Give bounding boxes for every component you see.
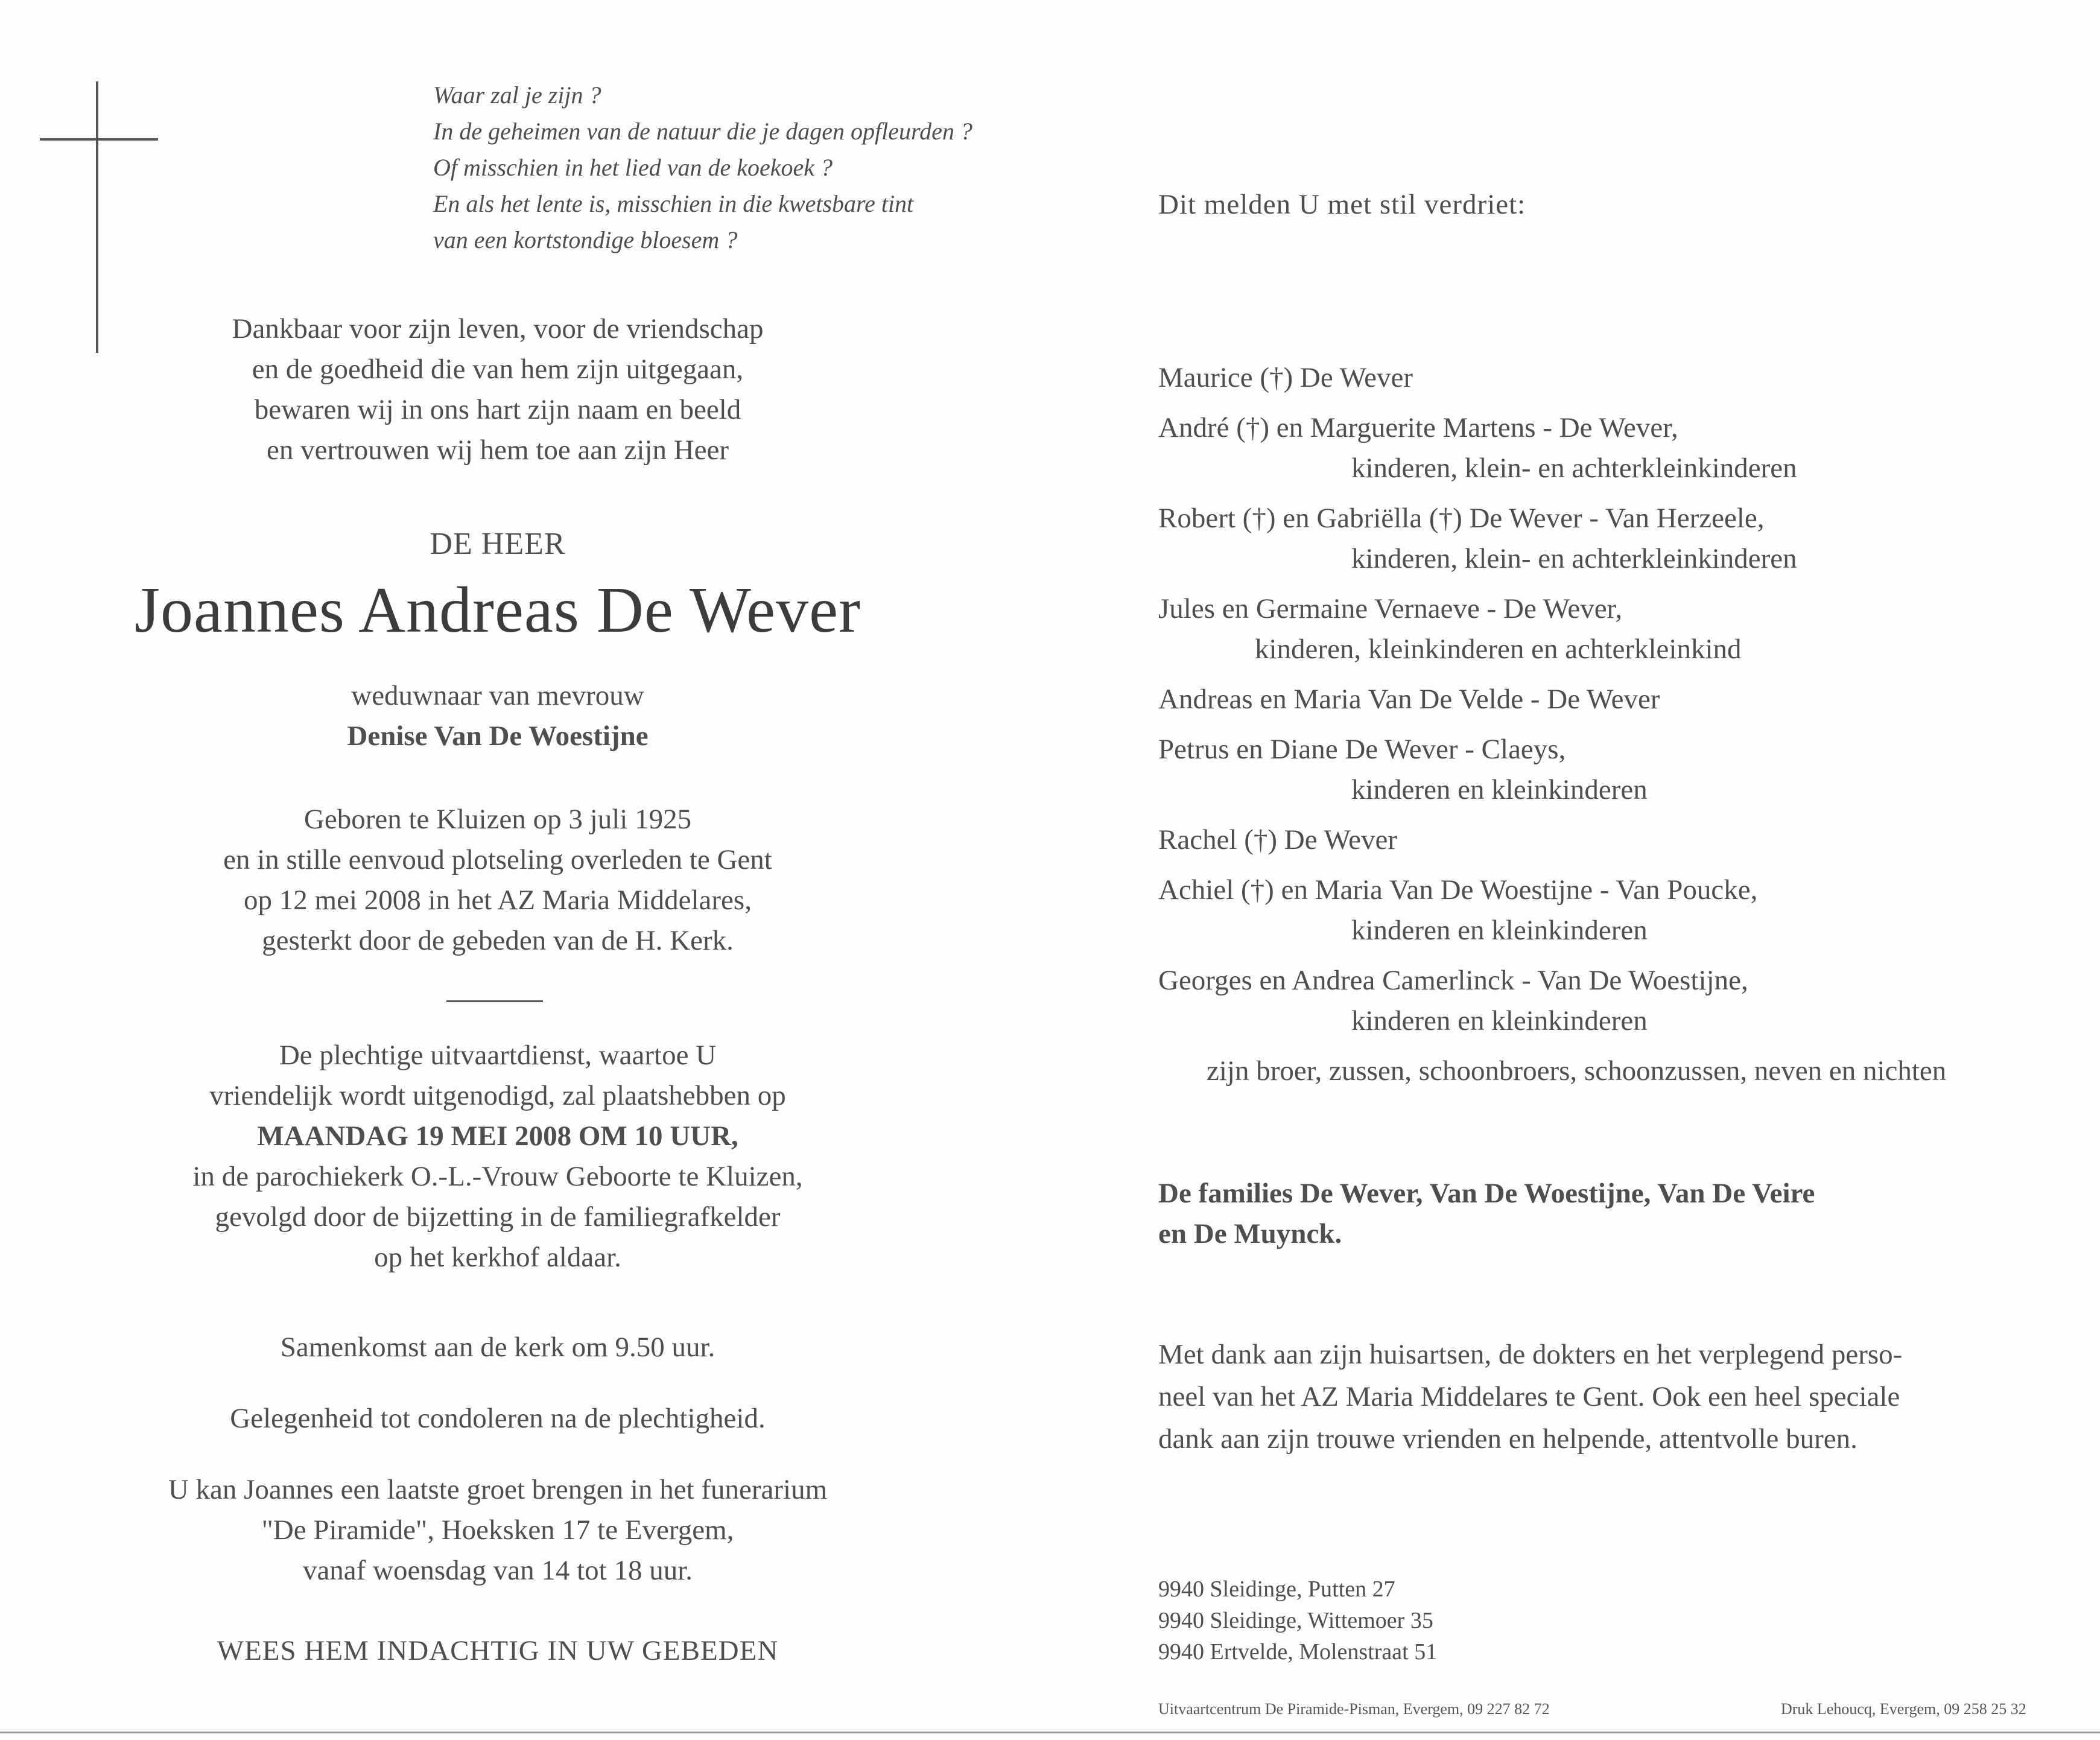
family-entry	[1158, 358, 2051, 398]
deceased-name: Joannes Andreas De Wever	[135, 574, 861, 646]
family-entry-sub: kinderen, klein- en achterkleinkinderen	[1351, 543, 1797, 574]
family-entry-sub: kinderen en kleinkinderen	[1351, 1005, 1648, 1037]
page-edge-line	[0, 1732, 2100, 1733]
funerarium-info	[60, 1470, 935, 1591]
poem-line: Waar zal je zijn ?	[433, 81, 601, 109]
family-entry	[1158, 498, 2051, 579]
family-entry-sub: kinderen en kleinkinderen	[1351, 774, 1648, 805]
birth-death-line: en in stille eenvoud plotseling overleden te Gent	[223, 844, 772, 875]
family-entry-main: Georges en Andrea Camerlinck - Van De Woestijne,	[1158, 965, 1748, 996]
families-line: De families De Wever, Van De Woestijne, Van De Veire	[1158, 1178, 1815, 1209]
address-line: 9940 Sleidinge, Wittemoer 35	[1158, 1608, 1433, 1633]
funerarium-line: vanaf woensdag van 14 tot 18 uur.	[302, 1555, 693, 1586]
gratitude-text	[60, 309, 935, 471]
poem-line: En als het lente is, misschien in die kwetsbare tint	[433, 190, 914, 217]
funerarium-line: U kan Joannes een laatste groet brengen in het funerarium	[168, 1474, 828, 1505]
gratitude-line: Dankbaar voor zijn leven, voor de vriendschap	[232, 313, 764, 345]
family-entry-main: Rachel (†) De Wever	[1158, 824, 1397, 856]
funeral-line: in de parochiekerk O.-L.-Vrouw Geboorte te Kluizen,	[192, 1161, 803, 1192]
poem-line: Of misschien in het lied van de koekoek ?	[433, 154, 833, 181]
relatives-line: zijn broer, zussen, schoonbroers, schoonzussen, neven en nichten	[1207, 1055, 1947, 1087]
family-entry-main: Robert (†) en Gabriëlla (†) De Wever - Van Herzeele,	[1158, 503, 1765, 534]
families-block	[1158, 1173, 2051, 1254]
gratitude-line: bewaren wij in ons hart zijn naam en beeld	[254, 394, 741, 425]
birth-death-line: gesterkt door de gebeden van de H. Kerk.	[262, 925, 734, 956]
condolence-text: Gelegenheid tot condoleren na de plechtigheid.	[230, 1403, 766, 1434]
funeral-home-credit: Uitvaartcentrum De Piramide-Pisman, Evergem, 09 227 82 72	[1158, 1700, 1550, 1718]
family-entry	[1158, 820, 2051, 860]
spouse-name: Denise Van De Woestijne	[347, 720, 649, 752]
thanks-line: Met dank aan zijn huisartsen, de dokters en het verplegend perso-	[1158, 1339, 1903, 1370]
gathering-text: Samenkomst aan de kerk om 9.50 uur.	[280, 1332, 715, 1363]
birth-death-line: Geboren te Kluizen op 3 juli 1925	[303, 804, 692, 835]
funeral-info	[60, 1035, 935, 1278]
poem-line: van een kortstondige bloesem ?	[433, 226, 738, 253]
honorific-title-text: DE HEER	[430, 527, 566, 561]
announcement-text: Dit melden U met stil verdriet:	[1158, 189, 1526, 220]
family-entry-sub: kinderen, klein- en achterkleinkinderen	[1351, 452, 1797, 484]
families-line: en De Muynck.	[1158, 1218, 1342, 1249]
family-entry-main: Maurice (†) De Wever	[1158, 362, 1413, 393]
gathering-info	[60, 1327, 935, 1368]
family-entry-main: Andreas en Maria Van De Velde - De Wever	[1158, 684, 1660, 715]
family-entry	[1158, 408, 2051, 489]
birth-death-line: op 12 mei 2008 in het AZ Maria Middelares,	[244, 884, 752, 916]
honorific-title	[60, 524, 935, 564]
poem	[433, 77, 1097, 258]
family-entry	[1158, 870, 2051, 951]
thanks-line: neel van het AZ Maria Middelares te Gent. Ook een heel speciale	[1158, 1381, 1900, 1412]
family-list	[1158, 358, 2051, 1091]
separator-line	[446, 1000, 543, 1002]
closing-prayer-text: WEES HEM INDACHTIG IN UW GEBEDEN	[217, 1635, 779, 1666]
funeral-line: vriendelijk wordt uitgenodigd, zal plaatshebben op	[209, 1080, 786, 1111]
funeral-date: MAANDAG 19 MEI 2008 OM 10 UUR,	[257, 1120, 738, 1152]
thanks-line: dank aan zijn trouwe vrienden en helpende, attentvolle buren.	[1158, 1423, 1857, 1455]
widower-line: weduwnaar van mevrouw	[351, 680, 644, 711]
funerarium-line: "De Piramide", Hoeksken 17 te Evergem,	[261, 1514, 734, 1546]
birth-death-info	[60, 799, 935, 961]
family-entry-sub: kinderen, kleinkinderen en achterkleinkind	[1255, 633, 1742, 665]
funeral-line: gevolgd door de bijzetting in de familiegrafkelder	[215, 1201, 781, 1233]
funeral-line: De plechtige uitvaartdienst, waartoe U	[279, 1040, 717, 1071]
gratitude-line: en de goedheid die van hem zijn uitgegaan,	[252, 354, 744, 385]
family-entry-sub: kinderen en kleinkinderen	[1351, 915, 1648, 946]
condolence-info	[60, 1399, 935, 1439]
cross-icon-bar	[40, 138, 158, 141]
address-line: 9940 Ertvelde, Molenstraat 51	[1158, 1639, 1438, 1665]
family-entry	[1158, 679, 2051, 720]
family-entry-main: Petrus en Diane De Wever - Claeys,	[1158, 734, 1566, 765]
family-entry-main: André (†) en Marguerite Martens - De Wever,	[1158, 412, 1678, 443]
address-line: 9940 Sleidinge, Putten 27	[1158, 1576, 1395, 1602]
funeral-line: op het kerkhof aldaar.	[374, 1242, 621, 1273]
family-entry-main: Achiel (†) en Maria Van De Woestijne - Van Poucke,	[1158, 874, 1758, 906]
announcement	[1158, 188, 2051, 221]
addresses-block	[1158, 1573, 2051, 1668]
family-entry	[1158, 729, 2051, 810]
poem-line: In de geheimen van de natuur die je dagen opfleurden ?	[433, 118, 972, 145]
gratitude-line: en vertrouwen wij hem toe aan zijn Heer	[266, 434, 729, 466]
family-entry	[1158, 589, 2051, 670]
family-entry	[1158, 960, 2051, 1041]
family-entry-main: Jules en Germaine Vernaeve - De Wever,	[1158, 593, 1623, 624]
widower-info	[60, 676, 935, 757]
printer-credit: Druk Lehoucq, Evergem, 09 258 25 32	[1781, 1700, 2026, 1718]
thanks-block	[1158, 1333, 2051, 1460]
closing-prayer	[60, 1631, 935, 1671]
